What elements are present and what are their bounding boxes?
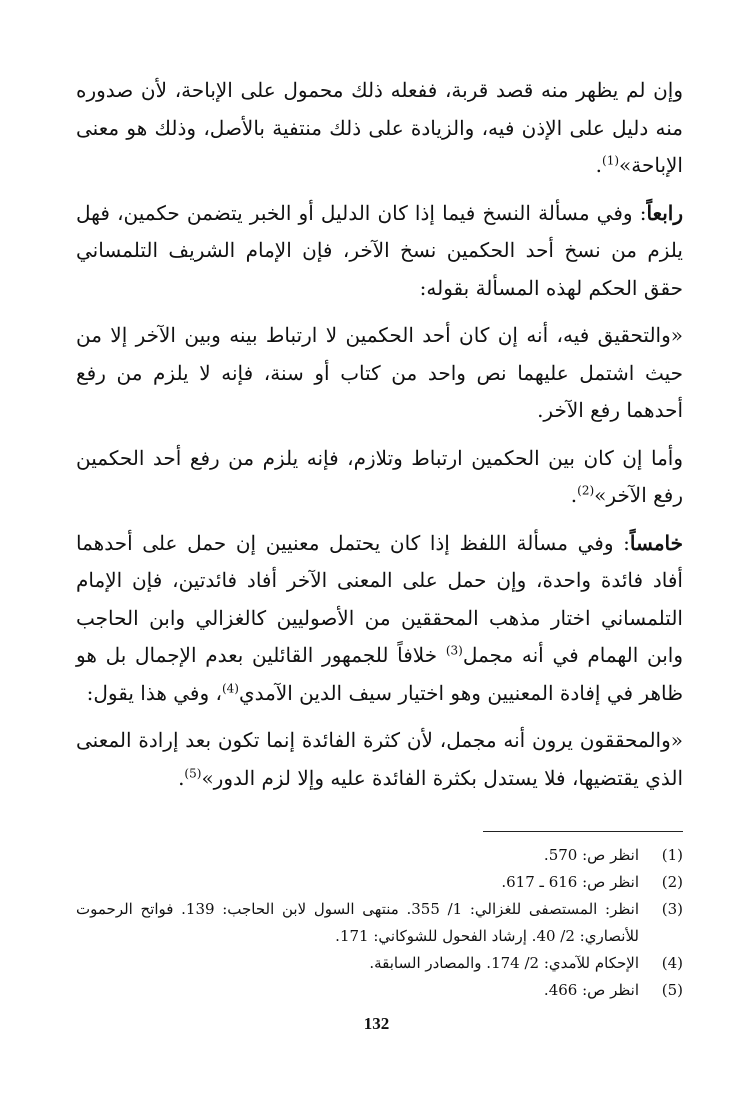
footnote-ref[interactable]: (1) xyxy=(602,153,620,168)
paragraph-text: : وفي مسألة اللفظ إذا كان يحتمل معنيين إن حمل على أحدهما أفاد فائدة واحدة، وإن حمل على المعنى الآخر أفاد فائدتين، فإن الإمام التلمساني اختار مذهب المحققين من الأصوليين كالغزالي وابن الحاجب وابن الهمام في أنه مجمل xyxy=(76,530,683,667)
footnote xyxy=(76,869,683,896)
paragraph-tail: . xyxy=(595,153,603,177)
paragraph-1 xyxy=(76,72,683,185)
footnote-divider xyxy=(483,831,683,832)
footnote xyxy=(76,977,683,1004)
footnote xyxy=(76,896,683,950)
footnote-number: (2) xyxy=(661,873,683,891)
page-number: 132 xyxy=(363,1014,390,1033)
footnote-number: (3) xyxy=(661,900,683,918)
footnote-ref[interactable]: (5) xyxy=(184,765,202,780)
paragraph-4 xyxy=(76,440,683,515)
footnote-number: (4) xyxy=(661,954,683,972)
footnotes xyxy=(76,842,683,1004)
paragraph-text: وإن لم يظهر منه قصد قربة، ففعله ذلك محمول على الإباحة، لأن صدوره منه دليل على الإذن فيه، والزيادة على ذلك منتفية بالأصل، وذلك هو معنى الإباحة» xyxy=(76,78,683,177)
paragraph-tail: . xyxy=(570,483,578,507)
paragraph-3 xyxy=(76,317,683,430)
footnote-ref[interactable]: (2) xyxy=(577,483,595,498)
footnote-text: الإحكام للآمدي: 2/ 174. والمصادر السابقة. xyxy=(369,954,639,972)
paragraph-text: «والتحقيق فيه، أنه إن كان أحد الحكمين لا ارتباط بينه وبين الآخر إلا من حيث اشتمل عليهما نص واحد من كتاب أو سنة، فإنه لا يلزم من رفع أحدهما رفع الآخر. xyxy=(76,323,683,422)
paragraph-6 xyxy=(76,722,683,797)
paragraph-5 xyxy=(76,525,683,713)
paragraph-text: : وفي مسألة النسخ فيما إذا كان الدليل أو الخبر يتضمن حكمين، فهل يلزم من نسخ أحد الحكمين نسخ الآخر، فإن الإمام الشريف التلمساني حقق الحكم لهذه المسألة بقوله: xyxy=(76,200,683,300)
footnote-ref[interactable]: (3) xyxy=(445,643,463,658)
footnote xyxy=(76,950,683,977)
footnote-number: (1) xyxy=(661,846,683,864)
paragraph-text: وأما إن كان بين الحكمين ارتباط وتلازم، فإنه يلزم من رفع أحد الحكمين رفع الآخر» xyxy=(76,445,683,507)
footnote-text: انظر: المستصفى للغزالي: 1/ 355. منتهى السول لابن الحاجب: 139. فواتح الرحموت للأنصاري: 2/ 40. إرشاد الفحول للشوكاني: 171. xyxy=(76,900,639,945)
section-lead: خامساً xyxy=(629,530,683,555)
paragraph-2 xyxy=(76,195,683,308)
footnote-number: (5) xyxy=(661,981,683,999)
footnote-text: انظر ص: 570. xyxy=(543,846,639,864)
paragraph-text: «والمحققون يرون أنه مجمل، لأن كثرة الفائدة إنما تكون بعد إرادة المعنى الذي يقتضيها، فلا يستدل بكثرة الفائدة عليه وإلا لزم الدور» xyxy=(76,728,683,790)
footnote-ref[interactable]: (4) xyxy=(221,680,239,695)
paragraph-text: خلافاً للجمهور القائلين بعدم الإجمال بل هو ظاهر في إفادة المعنيين وهو اختيار سيف الدين الآمدي xyxy=(76,643,683,705)
paragraph-tail: ، وفي هذا يقول: xyxy=(86,680,222,705)
section-lead: رابعاً xyxy=(646,200,683,225)
footnote-text: انظر ص: 466. xyxy=(543,981,639,999)
paragraph-tail: . xyxy=(178,765,185,790)
footnote-text: انظر ص: 616 ـ 617. xyxy=(501,873,639,891)
footnote xyxy=(76,842,683,869)
